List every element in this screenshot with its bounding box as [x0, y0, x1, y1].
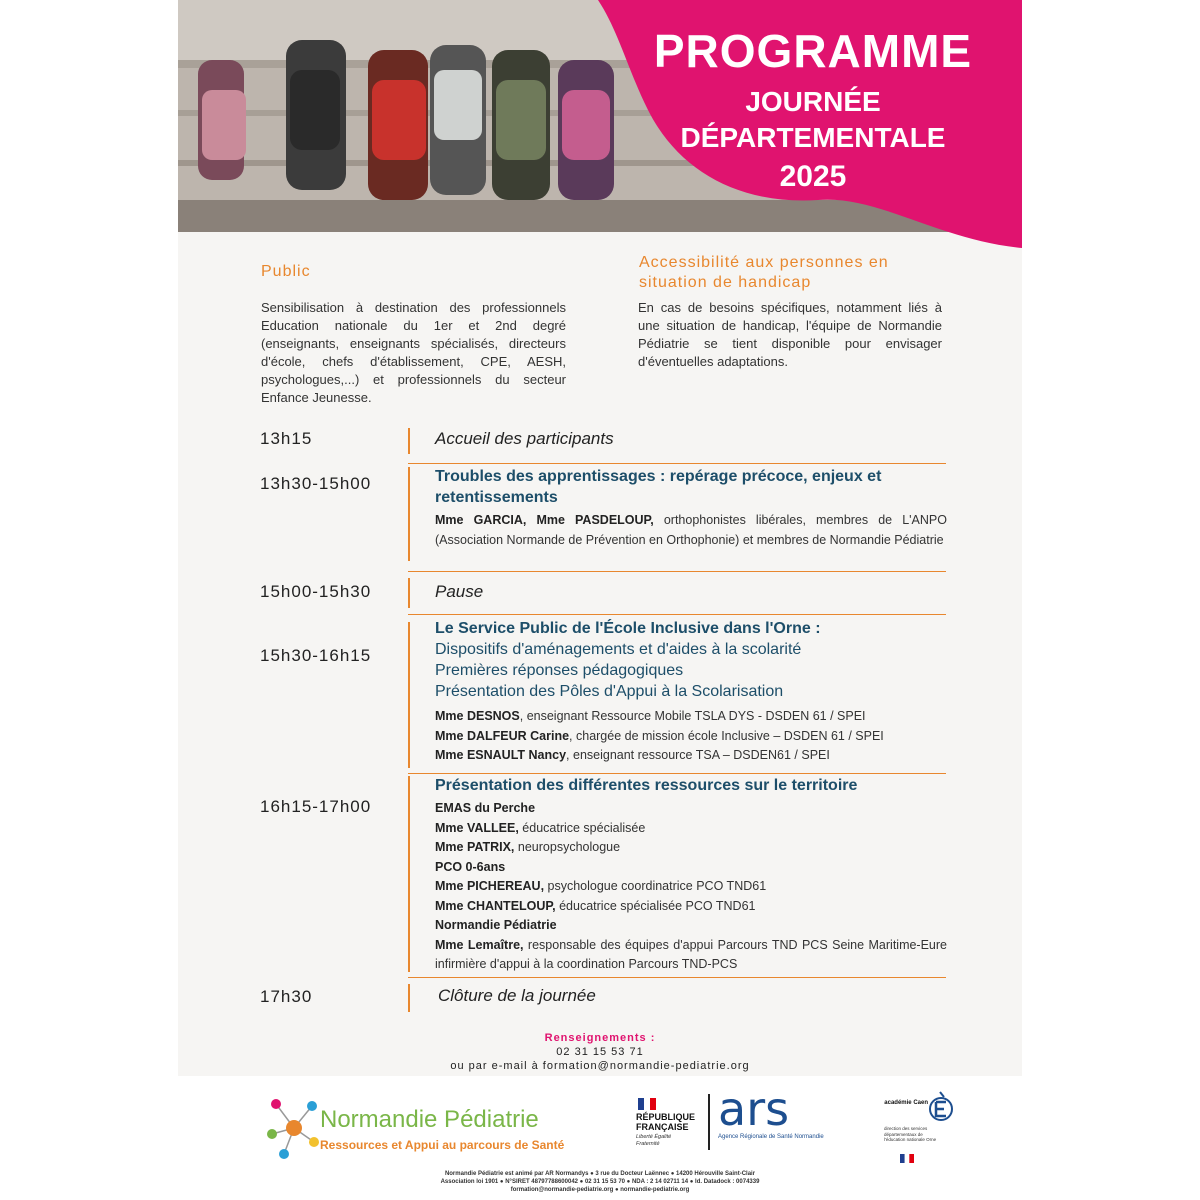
- group-name: EMAS du Perche: [435, 801, 536, 815]
- session-ressources-speakers: [435, 799, 947, 975]
- speaker-name: Mme ESNAULT Nancy: [435, 748, 567, 762]
- session-ecole-sub3: Présentation des Pôles d'Appui à la Scolarisation: [435, 683, 784, 700]
- time-13h30: 13h30-15h00: [260, 474, 372, 493]
- np-tagline: Ressources et Appui au parcours de Santé: [320, 1138, 565, 1152]
- np-name: Normandie Pédiatrie: [320, 1106, 539, 1133]
- speaker-line: [435, 877, 947, 897]
- programme-page: [178, 0, 1022, 1200]
- speaker-details: orthophonistes libérales, membres de L'ANPO (Association Normande de Prévention en Orthophonie) et membres de Normandie Pédiatrie: [435, 513, 947, 547]
- speaker-name: Mme VALLEE,: [435, 820, 519, 835]
- speaker-line: [435, 838, 947, 858]
- session-cloture: Clôture de la journée: [438, 986, 596, 1005]
- group-name: PCO 0-6ans: [435, 859, 506, 874]
- speaker-line: [435, 746, 947, 766]
- group-label: [435, 799, 947, 819]
- logo-separator: [708, 1094, 710, 1150]
- speaker-line: [435, 897, 947, 917]
- ars-logo: ars: [718, 1082, 790, 1136]
- row-separator: [408, 571, 946, 572]
- row-divider: [408, 776, 410, 972]
- banner-line-departementale: DÉPARTEMENTALE: [680, 122, 946, 153]
- time-13h15: 13h15: [260, 429, 313, 448]
- speaker-role: , chargée de mission école Inclusive – DSDEN 61 / SPEI: [569, 728, 884, 743]
- speaker-name: Mme DESNOS: [435, 709, 520, 723]
- session-troubles-title: Troubles des apprentissages : repérage précoce, enjeux et retentissements: [435, 468, 882, 506]
- rf-line1: RÉPUBLIQUE: [636, 1112, 696, 1122]
- group-name: Normandie Pédiatrie: [435, 918, 557, 932]
- legal-footnote: [178, 1170, 1022, 1194]
- speaker-line: [435, 819, 947, 839]
- rf-line2: FRANÇAISE: [636, 1122, 689, 1132]
- group-label: [435, 916, 947, 936]
- french-flag-small-icon: [900, 1154, 914, 1163]
- time-16h15: 16h15-17h00: [260, 797, 372, 816]
- speaker-line: [435, 727, 947, 747]
- contact-title: Renseignements :: [544, 1032, 656, 1044]
- session-ecole-inclusive-title: Le Service Public de l'École Inclusive dans l'Orne :: [435, 620, 821, 637]
- rf-motto: Liberté Égalité Fraternité: [636, 1134, 672, 1147]
- contact-phone: 02 31 15 53 71: [556, 1046, 644, 1058]
- row-divider: [408, 467, 410, 561]
- speaker-name: Mme CHANTELOUP,: [435, 898, 556, 913]
- speaker-name: Mme Lemaître,: [435, 937, 524, 952]
- public-title: Public: [261, 263, 311, 280]
- row-divider: [408, 984, 410, 1012]
- row-divider: [408, 622, 410, 768]
- banner-line-programme: PROGRAMME: [653, 25, 973, 77]
- time-15h00: 15h00-15h30: [260, 582, 372, 601]
- ars-subtitle: Agence Régionale de Santé Normandie: [718, 1134, 824, 1140]
- legal-line: Association loi 1901 ● N°SIRET 48797788600042 ● 02 31 15 53 70 ● NDA : 2 14 02711 14 ● Id. Datadock : 0074339: [440, 1179, 760, 1185]
- speaker-line: [435, 707, 947, 727]
- speaker-role: psychologue coordinatrice PCO TND61: [544, 879, 767, 893]
- session-pause: Pause: [435, 582, 484, 601]
- banner-line-journee: JOURNÉE: [745, 86, 881, 117]
- speaker-role: éducatrice spécialisée: [518, 820, 646, 835]
- session-ecole-sub2: Premières réponses pédagogiques: [435, 662, 684, 679]
- row-divider: [408, 578, 410, 608]
- speaker-name: Mme DALFEUR Carine: [435, 728, 570, 743]
- group-label: [435, 858, 947, 878]
- speaker-names: Mme GARCIA, Mme PASDELOUP,: [435, 513, 654, 527]
- accessibility-text: En cas de besoins spécifiques, notamment liés à une situation de handicap, l'équipe de Normandie Pédiatrie se tient disponible pour envisager d'éventuelles adaptations.: [638, 300, 942, 369]
- public-text: Sensibilisation à destination des professionnels Education nationale du 1er et 2nd degré (enseignants, enseignants spécialisés, directeurs d'école, chefs d'établissement, CPE, AESH, psychologues,...) et professionnels du secteur Enfance Jeunesse.: [261, 300, 566, 405]
- session-accueil: Accueil des participants: [435, 429, 614, 448]
- accessibility-title: Accessibilité aux personnes en situation de handicap: [639, 254, 889, 291]
- row-separator: [408, 773, 946, 774]
- session-ressources-title: Présentation des différentes ressources sur le territoire: [435, 777, 858, 794]
- speaker-name: Mme PATRIX,: [435, 840, 515, 854]
- legal-line: formation@normandie-pediatrie.org ● normandie-pediatrie.org: [510, 1187, 690, 1193]
- time-17h30: 17h30: [260, 987, 313, 1006]
- legal-line: Normandie Pédiatrie est animé par AR Normandys ● 3 rue du Docteur Laënnec ● 14200 Hérouville Saint-Clair: [444, 1171, 756, 1177]
- session-ecole-speakers: [435, 707, 947, 766]
- speaker-role: , enseignant ressource TSA – DSDEN61 / SPEI: [566, 748, 830, 762]
- row-divider: [408, 428, 410, 454]
- speaker-role: , enseignant Ressource Mobile TSLA DYS - DSDEN 61 / SPEI: [519, 709, 866, 723]
- row-separator: [408, 614, 946, 615]
- contact-email[interactable]: ou par e-mail à formation@normandie-pediatrie.org: [450, 1060, 750, 1072]
- speaker-role: responsable des équipes d'appui Parcours TND PCS Seine Maritime-Eure infirmière d'appui à la coordination Parcours TND-PCS: [435, 937, 947, 971]
- academie-label: académie Caen: [884, 1100, 928, 1106]
- row-separator: [408, 977, 946, 978]
- banner-line-year: 2025: [779, 160, 847, 193]
- speaker-role: éducatrice spécialisée PCO TND61: [555, 898, 756, 913]
- speaker-line: [435, 936, 947, 975]
- time-15h30: 15h30-16h15: [260, 646, 372, 665]
- academie-subtitle: direction des services départementaux de l'éducation nationale Orne: [884, 1126, 937, 1142]
- speaker-name: Mme PICHEREAU,: [435, 879, 545, 893]
- academie-e-logo-icon: [928, 1090, 954, 1124]
- french-flag-icon: [638, 1098, 656, 1110]
- session-ecole-sub1: Dispositifs d'aménagements et d'aides à la scolarité: [435, 641, 802, 658]
- row-separator: [408, 463, 946, 464]
- session-troubles-speakers: [435, 511, 947, 550]
- normandie-pediatrie-logo-icon: [264, 1094, 324, 1164]
- speaker-role: neuropsychologue: [514, 840, 621, 854]
- banner-title: [618, 22, 1008, 198]
